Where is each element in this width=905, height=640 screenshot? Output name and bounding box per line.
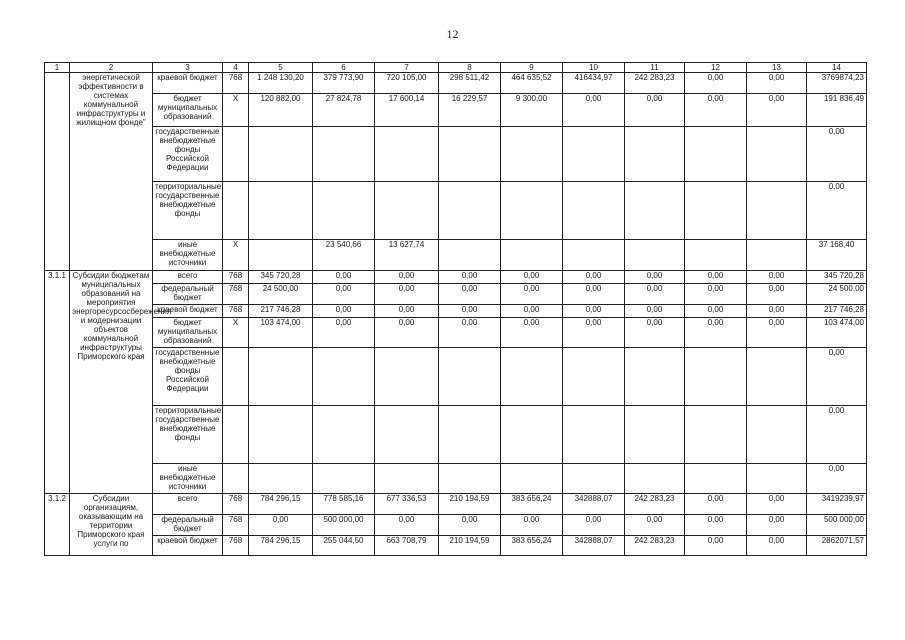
amount-cell [625, 127, 685, 182]
amount-cell: 0,00 [501, 284, 563, 305]
amount-cell: 242 283,23 [625, 494, 685, 515]
table-row [45, 127, 867, 182]
amount-cell [439, 348, 501, 406]
total-cell: 103 474,00 [807, 318, 867, 348]
budget-table [44, 62, 867, 556]
table-row [45, 73, 867, 94]
amount-cell [563, 406, 625, 464]
amount-cell: 416434,97 [563, 73, 625, 94]
amount-cell: 27 824,78 [313, 94, 375, 127]
amount-cell: 0,00 [747, 73, 807, 94]
amount-cell: 0,00 [563, 305, 625, 318]
amount-cell: 0,00 [685, 318, 747, 348]
amount-cell: 0,00 [747, 305, 807, 318]
total-cell: 37 168,40 [807, 240, 867, 271]
total-cell: 0,00 [807, 348, 867, 406]
amount-cell [747, 127, 807, 182]
table-row [45, 348, 867, 406]
amount-cell: 23 540,66 [313, 240, 375, 271]
table-row [45, 406, 867, 464]
total-cell: 0,00 [807, 464, 867, 494]
item-number-cell [45, 73, 70, 271]
amount-cell: 663 708,79 [375, 536, 439, 556]
column-header: 12 [685, 63, 747, 73]
amount-cell: 464 635,52 [501, 73, 563, 94]
amount-cell: 0,00 [563, 271, 625, 284]
amount-cell [501, 464, 563, 494]
amount-cell [375, 464, 439, 494]
amount-cell: 0,00 [625, 271, 685, 284]
amount-cell: 0,00 [563, 94, 625, 127]
column-header: 7 [375, 63, 439, 73]
funding-source: всего [153, 271, 223, 284]
amount-cell: 0,00 [625, 284, 685, 305]
amount-cell [563, 348, 625, 406]
amount-cell: 0,00 [747, 515, 807, 536]
amount-cell: 0,00 [747, 271, 807, 284]
amount-cell: 103 474,00 [249, 318, 313, 348]
total-cell: 500 000,00 [807, 515, 867, 536]
budget-code [223, 182, 249, 240]
table-row [45, 515, 867, 536]
amount-cell [563, 182, 625, 240]
amount-cell: 0,00 [685, 515, 747, 536]
amount-cell: 0,00 [439, 515, 501, 536]
amount-cell [685, 348, 747, 406]
amount-cell: 120 882,00 [249, 94, 313, 127]
column-header: 10 [563, 63, 625, 73]
amount-cell: 0,00 [375, 318, 439, 348]
amount-cell: 0,00 [501, 515, 563, 536]
funding-source: бюджет муниципальных образований [153, 94, 223, 127]
amount-cell: 13 627,74 [375, 240, 439, 271]
budget-code [223, 348, 249, 406]
amount-cell: 778 585,16 [313, 494, 375, 515]
column-header: 8 [439, 63, 501, 73]
funding-source: государственные внебюджетные фонды Российской Федерации [153, 127, 223, 182]
amount-cell [501, 348, 563, 406]
amount-cell [625, 464, 685, 494]
amount-cell [747, 406, 807, 464]
amount-cell: 0,00 [625, 515, 685, 536]
amount-cell [747, 348, 807, 406]
budget-code: 768 [223, 73, 249, 94]
amount-cell: 210 194,59 [439, 536, 501, 556]
total-cell: 3419239,97 [807, 494, 867, 515]
funding-source: краевой бюджет [153, 305, 223, 318]
amount-cell [625, 240, 685, 271]
amount-cell [625, 182, 685, 240]
budget-code [223, 406, 249, 464]
amount-cell: 500 000,00 [313, 515, 375, 536]
amount-cell: 0,00 [747, 284, 807, 305]
amount-cell [375, 406, 439, 464]
amount-cell: 17 600,14 [375, 94, 439, 127]
amount-cell [439, 406, 501, 464]
total-cell: 2862071,57 [807, 536, 867, 556]
activity-name: Субсидии организациям, оказывающим на территории Приморского края услуги по [70, 494, 153, 556]
amount-cell [313, 406, 375, 464]
amount-cell: 784 296,15 [249, 536, 313, 556]
amount-cell: 0,00 [747, 494, 807, 515]
amount-cell: 0,00 [501, 271, 563, 284]
amount-cell: 379 773,90 [313, 73, 375, 94]
amount-cell: 0,00 [747, 94, 807, 127]
column-number-row [45, 63, 867, 73]
amount-cell: 0,00 [439, 305, 501, 318]
amount-cell: 0,00 [685, 73, 747, 94]
amount-cell [685, 182, 747, 240]
table-row [45, 182, 867, 240]
amount-cell [313, 127, 375, 182]
column-header: 13 [747, 63, 807, 73]
funding-source: всего [153, 494, 223, 515]
amount-cell: 383 656,24 [501, 494, 563, 515]
amount-cell: 1 248 130,20 [249, 73, 313, 94]
amount-cell: 0,00 [563, 318, 625, 348]
item-number-cell: 3.1.1 [45, 271, 70, 494]
table-row [45, 284, 867, 305]
amount-cell: 0,00 [625, 94, 685, 127]
column-header: 1 [45, 63, 70, 73]
amount-cell: 0,00 [685, 305, 747, 318]
column-header: 5 [249, 63, 313, 73]
page-number: 12 [446, 27, 459, 41]
amount-cell [249, 240, 313, 271]
amount-cell: 217 746,28 [249, 305, 313, 318]
amount-cell: 784 296,15 [249, 494, 313, 515]
amount-cell: 210 194,59 [439, 494, 501, 515]
amount-cell [625, 348, 685, 406]
amount-cell: 242 283,23 [625, 536, 685, 556]
budget-code: 768 [223, 271, 249, 284]
table-row [45, 240, 867, 271]
column-header: 3 [153, 63, 223, 73]
amount-cell [625, 406, 685, 464]
amount-cell [501, 182, 563, 240]
amount-cell [685, 127, 747, 182]
total-cell: 0,00 [807, 406, 867, 464]
amount-cell [563, 464, 625, 494]
amount-cell [747, 240, 807, 271]
amount-cell [249, 406, 313, 464]
amount-cell: 720 105,00 [375, 73, 439, 94]
amount-cell [685, 464, 747, 494]
amount-cell [375, 182, 439, 240]
amount-cell: 0,00 [375, 271, 439, 284]
column-header: 2 [70, 63, 153, 73]
amount-cell [249, 182, 313, 240]
amount-cell: 0,00 [685, 271, 747, 284]
table-row [45, 494, 867, 515]
amount-cell [747, 464, 807, 494]
amount-cell: 298 511,42 [439, 73, 501, 94]
column-header: 11 [625, 63, 685, 73]
amount-cell [313, 464, 375, 494]
amount-cell: 9 300,00 [501, 94, 563, 127]
amount-cell: 0,00 [685, 536, 747, 556]
amount-cell: 0,00 [375, 305, 439, 318]
funding-source: иные внебюджетные источники [153, 240, 223, 271]
amount-cell: 0,00 [625, 305, 685, 318]
amount-cell: 0,00 [625, 318, 685, 348]
budget-code: X [223, 318, 249, 348]
amount-cell: 24 500,00 [249, 284, 313, 305]
column-header: 9 [501, 63, 563, 73]
amount-cell: 0,00 [439, 318, 501, 348]
item-number-cell: 3.1.2 [45, 494, 70, 556]
table-row [45, 271, 867, 284]
budget-code: 768 [223, 284, 249, 305]
amount-cell: 0,00 [313, 305, 375, 318]
amount-cell: 342888,07 [563, 494, 625, 515]
amount-cell [249, 127, 313, 182]
amount-cell [501, 127, 563, 182]
amount-cell [439, 240, 501, 271]
funding-source: федеральный бюджет [153, 284, 223, 305]
amount-cell: 0,00 [501, 305, 563, 318]
total-cell: 191 836,49 [807, 94, 867, 127]
amount-cell: 677 336,53 [375, 494, 439, 515]
amount-cell: 342888,07 [563, 536, 625, 556]
table-row [45, 318, 867, 348]
budget-code [223, 127, 249, 182]
budget-code: 768 [223, 305, 249, 318]
amount-cell: 0,00 [563, 515, 625, 536]
budget-code: 768 [223, 536, 249, 556]
amount-cell: 383 656,24 [501, 536, 563, 556]
funding-source: территориальные государственные внебюджетные фонды [153, 182, 223, 240]
amount-cell: 0,00 [313, 284, 375, 305]
amount-cell: 0,00 [685, 284, 747, 305]
amount-cell [563, 240, 625, 271]
amount-cell [501, 406, 563, 464]
amount-cell [563, 127, 625, 182]
total-cell: 0,00 [807, 182, 867, 240]
funding-source: территориальные государственные внебюджетные фонды [153, 406, 223, 464]
budget-code: 768 [223, 494, 249, 515]
amount-cell [747, 182, 807, 240]
amount-cell [439, 127, 501, 182]
amount-cell: 0,00 [563, 284, 625, 305]
table-row [45, 94, 867, 127]
amount-cell: 0,00 [439, 284, 501, 305]
amount-cell [249, 348, 313, 406]
amount-cell [501, 240, 563, 271]
amount-cell: 16 229,57 [439, 94, 501, 127]
budget-code: X [223, 240, 249, 271]
total-cell: 3769874,23 [807, 73, 867, 94]
amount-cell [313, 182, 375, 240]
amount-cell: 0,00 [375, 284, 439, 305]
amount-cell: 242 283,23 [625, 73, 685, 94]
amount-cell [375, 127, 439, 182]
amount-cell: 345 720,28 [249, 271, 313, 284]
column-header: 4 [223, 63, 249, 73]
amount-cell [439, 182, 501, 240]
table-row [45, 464, 867, 494]
funding-source: государственные внебюджетные фонды Российской Федерации [153, 348, 223, 406]
amount-cell: 0,00 [501, 318, 563, 348]
amount-cell [685, 240, 747, 271]
funding-source: бюджет муниципальных образований [153, 318, 223, 348]
table-row [45, 536, 867, 556]
amount-cell [249, 464, 313, 494]
amount-cell: 0,00 [375, 515, 439, 536]
amount-cell: 0,00 [313, 271, 375, 284]
amount-cell [375, 348, 439, 406]
funding-source: краевой бюджет [153, 536, 223, 556]
amount-cell [439, 464, 501, 494]
funding-source: иные внебюджетные источники [153, 464, 223, 494]
column-header: 6 [313, 63, 375, 73]
amount-cell: 0,00 [439, 271, 501, 284]
funding-source: федеральный бюджет [153, 515, 223, 536]
amount-cell: 0,00 [313, 318, 375, 348]
total-cell: 24 500,00 [807, 284, 867, 305]
amount-cell: 0,00 [747, 536, 807, 556]
amount-cell [313, 348, 375, 406]
total-cell: 345 720,28 [807, 271, 867, 284]
budget-code: X [223, 94, 249, 127]
amount-cell: 0,00 [685, 94, 747, 127]
activity-name: Субсидии бюджетам муниципальных образований на мероприятия энергоресурсосбережения и модернизации объектов коммунальной инфраструктуры Приморского края [70, 271, 153, 494]
amount-cell [685, 406, 747, 464]
amount-cell: 0,00 [685, 494, 747, 515]
column-header: 14 [807, 63, 867, 73]
budget-code [223, 464, 249, 494]
activity-name: энергетической эффективности в системах коммунальной инфраструктуры и жилищном фонде" [70, 73, 153, 271]
total-cell: 0,00 [807, 127, 867, 182]
amount-cell: 0,00 [747, 318, 807, 348]
funding-source: краевой бюджет [153, 73, 223, 94]
total-cell: 217 746,28 [807, 305, 867, 318]
amount-cell: 0,00 [249, 515, 313, 536]
budget-code: 768 [223, 515, 249, 536]
amount-cell: 255 044,50 [313, 536, 375, 556]
